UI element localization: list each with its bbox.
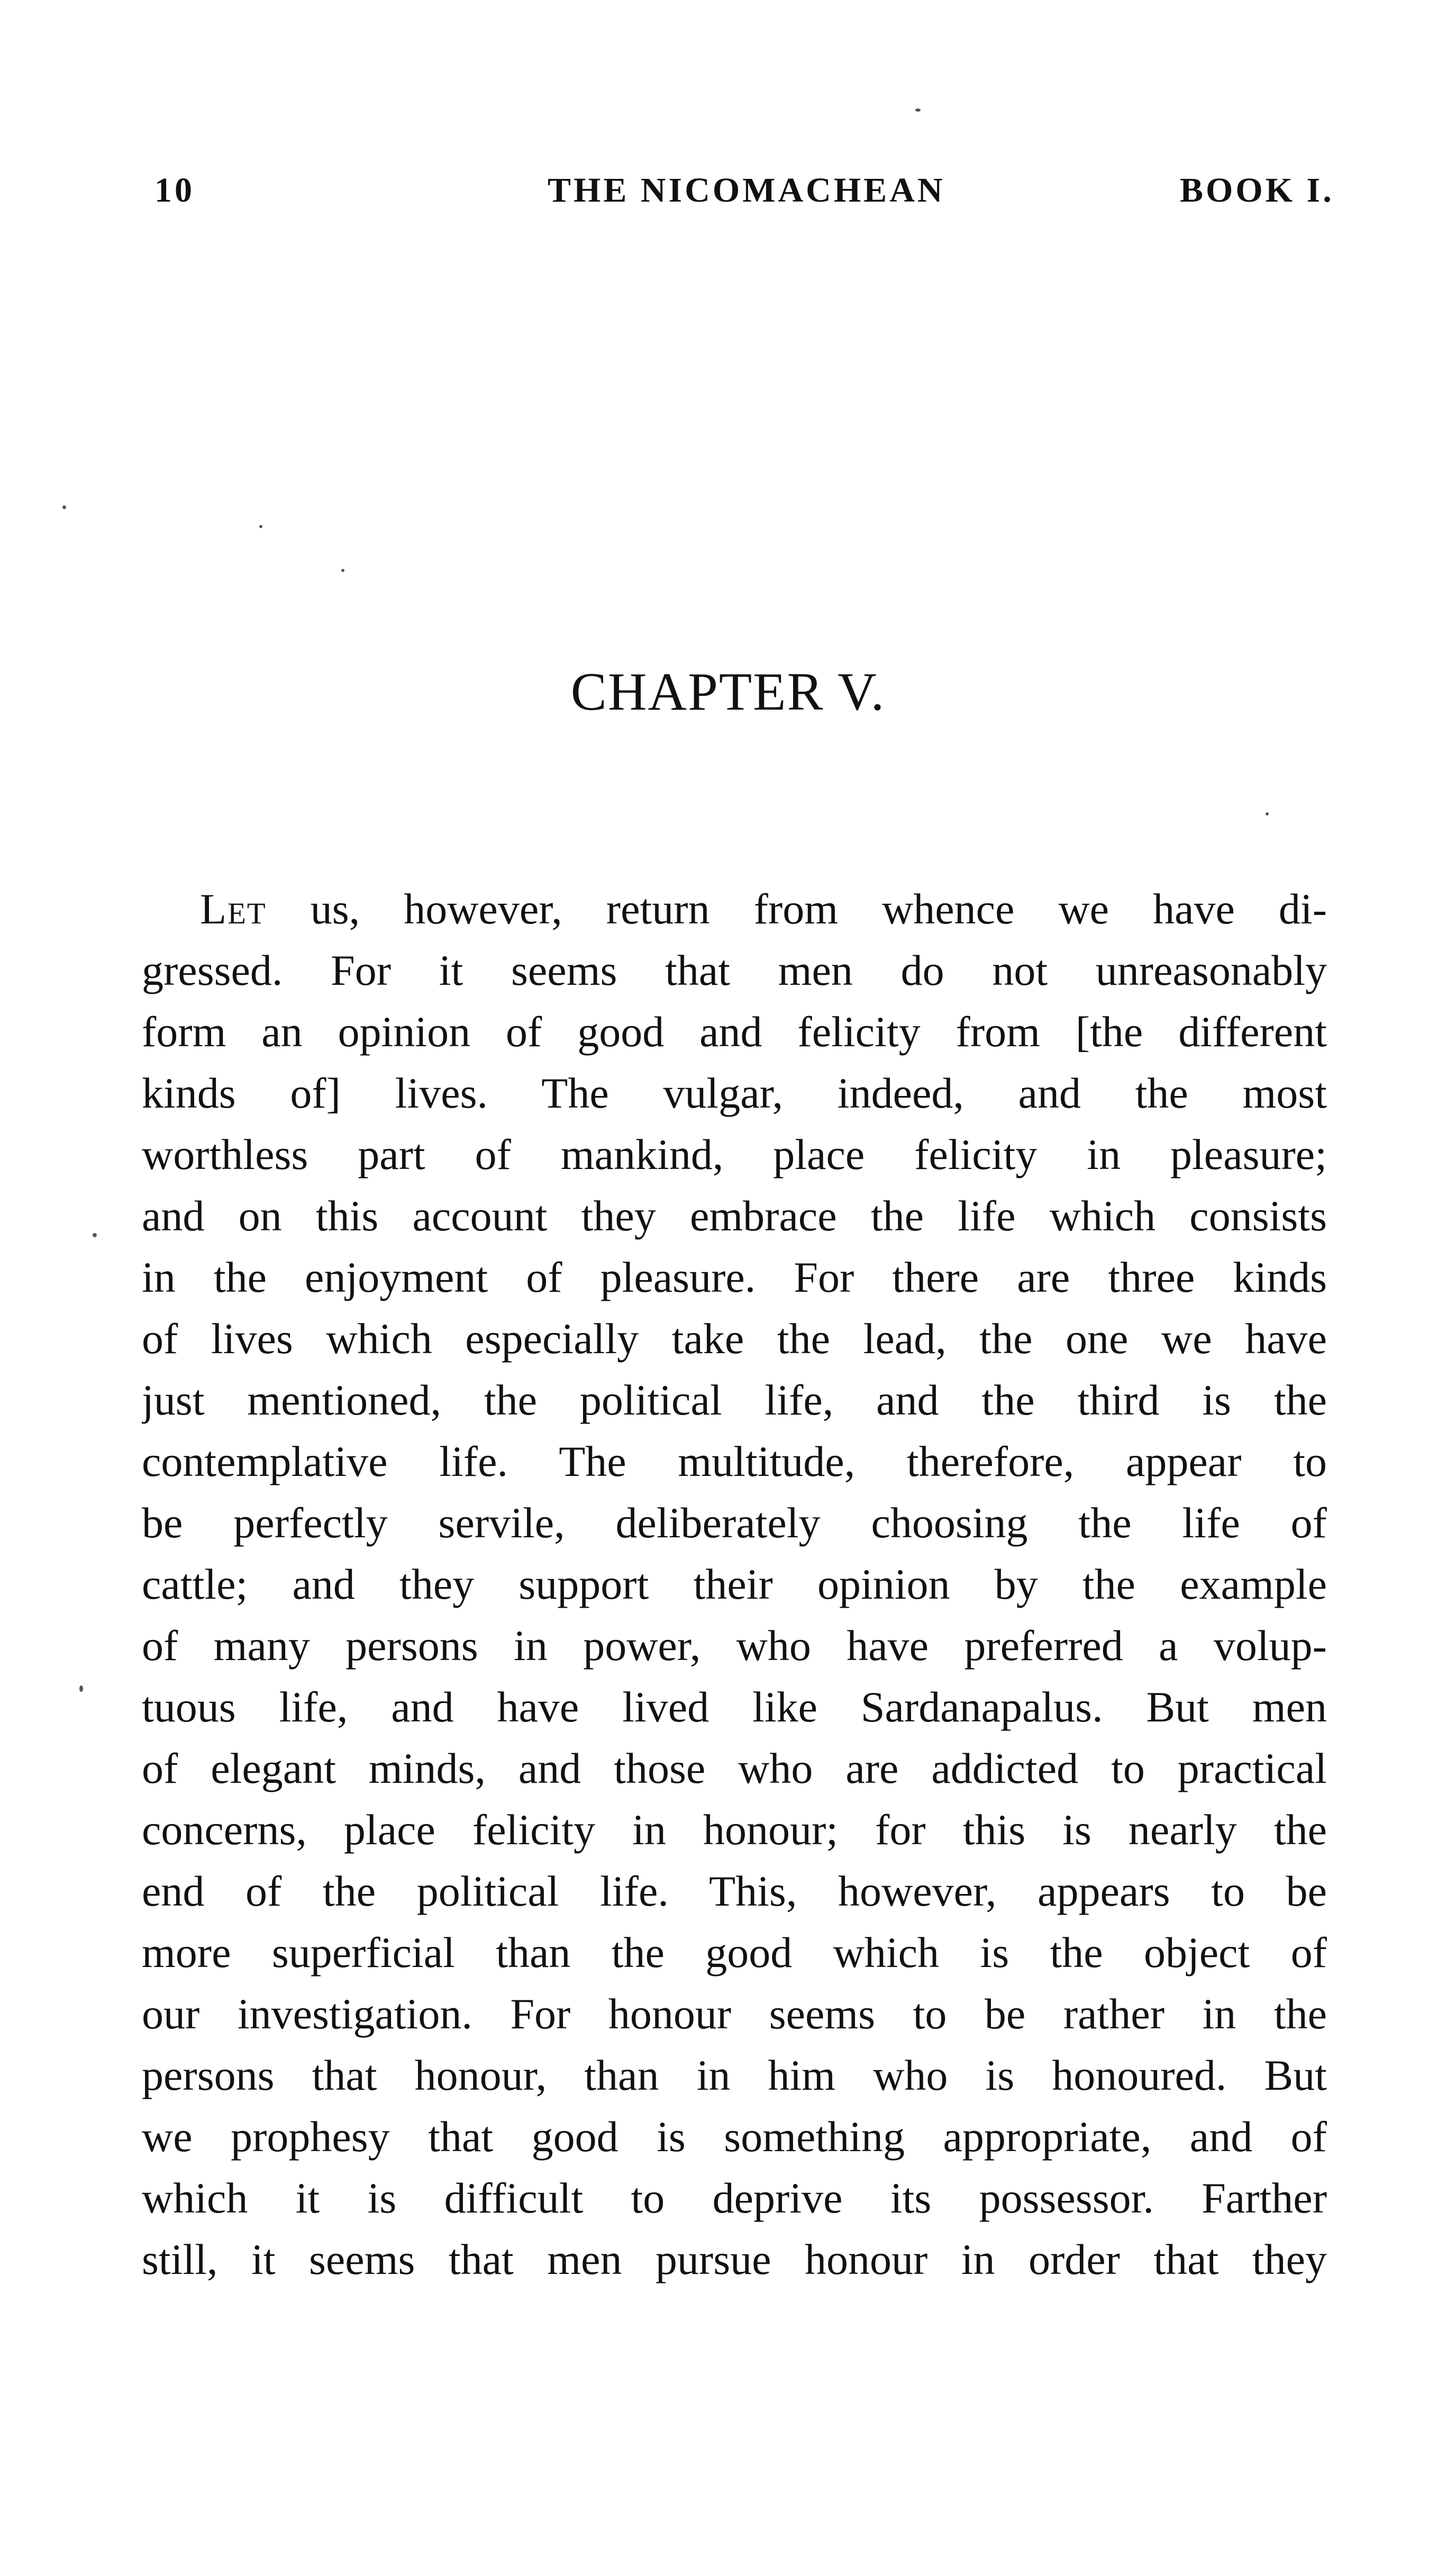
text-line: tuous life, and have lived like Sardanapalus. But men	[142, 1683, 1327, 1731]
print-speck	[62, 505, 66, 509]
work-title: THE NICOMACHEAN	[548, 171, 945, 210]
text-line: persons that honour, than in him who is honoured. But	[142, 2051, 1327, 2099]
text-line: which it is difficult to deprive its possessor. Farther	[142, 2174, 1327, 2222]
text-line: form an opinion of good and felicity from [the different	[142, 1008, 1327, 1056]
opening-word: Let	[200, 885, 267, 933]
text-line: we prophesy that good is something appropriate, and of	[142, 2113, 1327, 2161]
text-line: still, it seems that men pursue honour in order that they	[142, 2235, 1327, 2283]
page-number: 10	[154, 171, 195, 210]
text-line: our investigation. For honour seems to be rather in the	[142, 1990, 1327, 2038]
chapter-heading: CHAPTER V.	[570, 662, 886, 722]
first-line-text: us, however, return from whence we have di-	[266, 885, 1327, 933]
text-line: of elegant minds, and those who are addicted to practical	[142, 1744, 1327, 1792]
print-speck	[341, 569, 344, 572]
text-line: just mentioned, the political life, and the third is the	[142, 1376, 1327, 1424]
text-line: kinds of] lives. The vulgar, indeed, and the most	[142, 1069, 1327, 1117]
text-line: gressed. For it seems that men do not unreasonably	[142, 946, 1327, 994]
print-speck	[1266, 812, 1269, 815]
text-line: be perfectly servile, deliberately choosing the life of	[142, 1499, 1327, 1547]
text-line: worthless part of mankind, place felicity in pleasure;	[142, 1130, 1327, 1179]
text-line: concerns, place felicity in honour; for this is nearly the	[142, 1806, 1327, 1854]
print-speck	[259, 525, 262, 528]
running-head	[0, 161, 1456, 220]
text-line: more superficial than the good which is the object of	[142, 1928, 1327, 1977]
text-line: end of the political life. This, however, appears to be	[142, 1867, 1327, 1915]
print-speck	[79, 1685, 83, 1692]
text-line: in the enjoyment of pleasure. For there are three kinds	[142, 1253, 1327, 1301]
chapter-paragraph	[142, 878, 1327, 2290]
text-line	[142, 878, 1327, 940]
text-line: of many persons in power, who have preferred a volup-	[142, 1621, 1327, 1670]
book-label: BOOK I.	[1180, 171, 1334, 210]
text-line: cattle; and they support their opinion by the example	[142, 1560, 1327, 1608]
text-line: contemplative life. The multitude, therefore, appear to	[142, 1437, 1327, 1485]
text-line: of lives which especially take the lead, the one we have	[142, 1315, 1327, 1363]
print-speck	[915, 108, 921, 112]
text-line: and on this account they embrace the life which consists	[142, 1192, 1327, 1240]
print-speck	[93, 1233, 97, 1237]
